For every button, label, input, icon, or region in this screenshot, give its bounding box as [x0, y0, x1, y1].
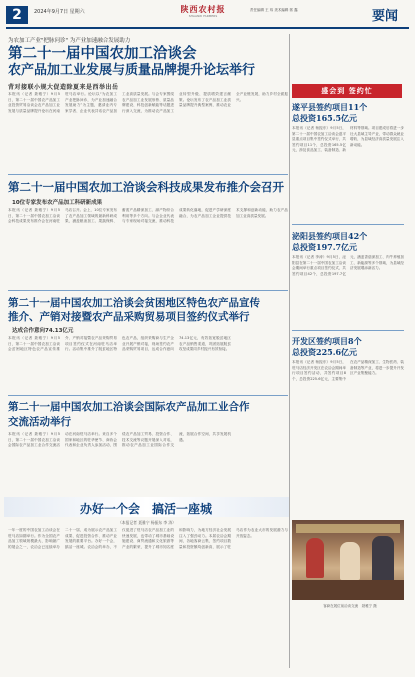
article3-body: 本报讯（记者 聂雅宁）9月5日，第二十一届中国农加工洽谈会贫困地区特色农产品宣传推介、产销对接暨农产品采购贸易项目签约仪式在河南驻马店举行。活动集中推介了脱贫地区特色农产品，组织采购商与生产企业开展产销对接，现场签约农产品采购贸易项目，达成合作意向74.13亿元，有效拓宽脱贫地区农产品销售渠道，巩固拓展脱贫攻坚成果同乡村振兴有效衔接。	[8, 336, 231, 352]
item3-title-line1: 开发区签约项目8个	[292, 336, 362, 346]
section-title: 要闻	[371, 9, 398, 24]
item2-body: 本报讯（记者 李涛）9月5日，泌阳县在第二十一届中国农加工洽谈会期间举行重点项目签约仪式，共签约项目42个，总投资197.7亿元，涵盖香菇深加工、肉牛养殖加工、新能源等多个领域，为县域经济发展增添新活力。	[292, 255, 404, 276]
article4-title-line1: 第二十一届中国农加工洽谈会国际农产品加工业合作	[8, 401, 250, 413]
article3-title-line2: 推介、产销对接暨农产品采购贸易项目签约仪式举行	[8, 311, 250, 323]
article4-title-line2: 交流活动举行	[8, 416, 71, 428]
article2-title: 第二十一届中国农加工洽谈会科技成果发布推介会召开	[8, 180, 284, 194]
page-number: 2	[6, 6, 28, 24]
item3-body: 本报讯（记者 杨振东）9月5日，驻马店经济开发区在农洽会期间举行项目签约活动，共签约项目8个，总投资225.6亿元，主要集中在农产品精深加工、生物医药、装备制造等产业，将进一步提升开发区产业集聚能力。	[292, 360, 404, 381]
photo-person	[372, 536, 394, 582]
divider	[8, 290, 288, 291]
item1-title-line2: 总投资165.5亿元	[292, 113, 358, 123]
item3-title-line2: 总投资225.6亿元	[292, 347, 358, 357]
lead-body: 本报讯（记者 聂雅宁）9月5日，第二十一届中国农产品加工业投资贸易洽谈会农产品加工业发展与质量品牌提升论坛在河南驻马店举行。论坛以“为农加工产业把脉问诊，为产业加速融合发展助力”为主题，邀请业内专家学者、企业代表共话农产品加工业高质量发展。与会专家围绕农产品加工业发展形势、质量品牌建设、科技创新赋能等话题进行深入交流，为推动农产品加工业转型升级、提质增效建言献策。论坛发布了农产品加工业质量品牌提升典型案例，推动农业全产业链发展，助力乡村全面振兴。	[8, 92, 288, 113]
divider	[8, 174, 288, 175]
divider	[8, 395, 288, 396]
newspaper-logo: 陕西农村报	[180, 4, 226, 14]
lead-kicker: 为农加工产业"把脉问诊" 为产业加速融合发展助力	[8, 38, 131, 44]
item1-title-line1: 遂平县签约项目11个	[292, 102, 368, 112]
lead-title-line1: 第二十一届中国农加工洽谈会	[8, 45, 197, 62]
divider	[292, 330, 404, 331]
photo-caption: 客商在展位前洽谈交流 聂雅宁 摄	[323, 604, 377, 608]
item2-title-line1: 泌阳县签约项目42个	[292, 231, 368, 241]
article3-title-line1: 第二十一届中国农加工洽谈会贫困地区特色农产品宣传	[8, 297, 260, 309]
article4-body: 本报讯（记者 聂雅宁）9月5日，第二十一届中国农加工洽谈会国际农产品加工业合作交流活动在河南驻马店举行。来自多个国家和地区的驻华使节、商协会代表和企业负责人参加活动，围绕农产品加工贸易、投资合作、技术交流等议题开展深入对话，推动农产品加工业国际合作交流，拓展合作空间，共享发展机遇。	[8, 432, 231, 448]
right-column-header: 盛会到 签约忙	[292, 84, 402, 98]
article5-body: 一年一度的中国农加工洽谈会在驻马店如期举行。作为全国农产品加工领域规模最大、影响最广的展会之一，农洽会已连续举办二十一届，成为展示农产品加工成果、促进投资合作、推动产业发展的重要平台。办好一个会，搞活一座城。农洽会的举办，不仅促进了驻马店农产品加工业的快速发展，也带动了城市基础设施建设、商贸流通和文化旅游等产业的繁荣，提升了城市知名度和影响力，为地方经济社会发展注入了强劲动力。本届农洽会期间，各地客商云集，签约项目数量和投资额均创新高，展示了驻马店作为农业大市的发展潜力与开放姿态。	[8, 528, 288, 549]
photo-counter	[292, 580, 404, 600]
column-separator	[289, 34, 290, 668]
item2-title-line2: 总投资197.7亿元	[292, 242, 358, 252]
masthead-rule	[6, 27, 409, 29]
photo-person	[340, 542, 360, 580]
editor-line: 责任编辑 王 玮 美术编辑 郭 鑫	[250, 8, 298, 12]
article2-body: 本报讯（记者 聂雅宁）9月5日，第二十一届中国农加工洽谈会科技成果发布推介会在河南驻马店召开。会上，10位专家发布了农产品加工领域的最新科研成果，涵盖粮油加工、果蔬保鲜、畜禽产品精深加工、副产物综合利用等多个方向。与会企业代表与专家现场对接交流，推动科技成果转化落地，促进产学研深度融合，为农产品加工企业提供技术支撑和创新动能，助力农产品加工业高质量发展。	[8, 208, 288, 224]
item1-body: 本报讯（记者 杨振东）9月5日，第二十一届中国农加工洽谈会遂平县重点项目集中签约仪式举行，共签约项目11个，总投资165.5亿元，涉及食品加工、装备制造、新材料等领域。项目建成后将进一步壮大县域主导产业，带动群众就业增收，为县域经济高质量发展注入新动能。	[292, 126, 404, 153]
article5-title: 办好一个会 搞活一座城	[80, 502, 213, 516]
photo-sign	[296, 524, 400, 533]
newspaper-logo-sub: SHAANXI FARMERS	[188, 14, 218, 18]
article5-byline: （本报记者 聂雅宁 杨振东 李 涛）	[118, 520, 176, 525]
article3-subtitle: 达成合作意向74.13亿元	[12, 328, 74, 334]
photo-person	[306, 538, 324, 578]
divider	[292, 224, 404, 225]
lead-title-line2: 农产品加工业发展与质量品牌提升论坛举行	[8, 63, 256, 78]
date-line: 2024年9月7日 星期六	[34, 9, 85, 15]
news-photo	[292, 520, 404, 600]
article2-subtitle: 10位专家发布农产品加工科研新成果	[12, 200, 103, 206]
lead-subtitle: 背对接联小规大促造除夏来是西举出岳	[8, 84, 119, 91]
